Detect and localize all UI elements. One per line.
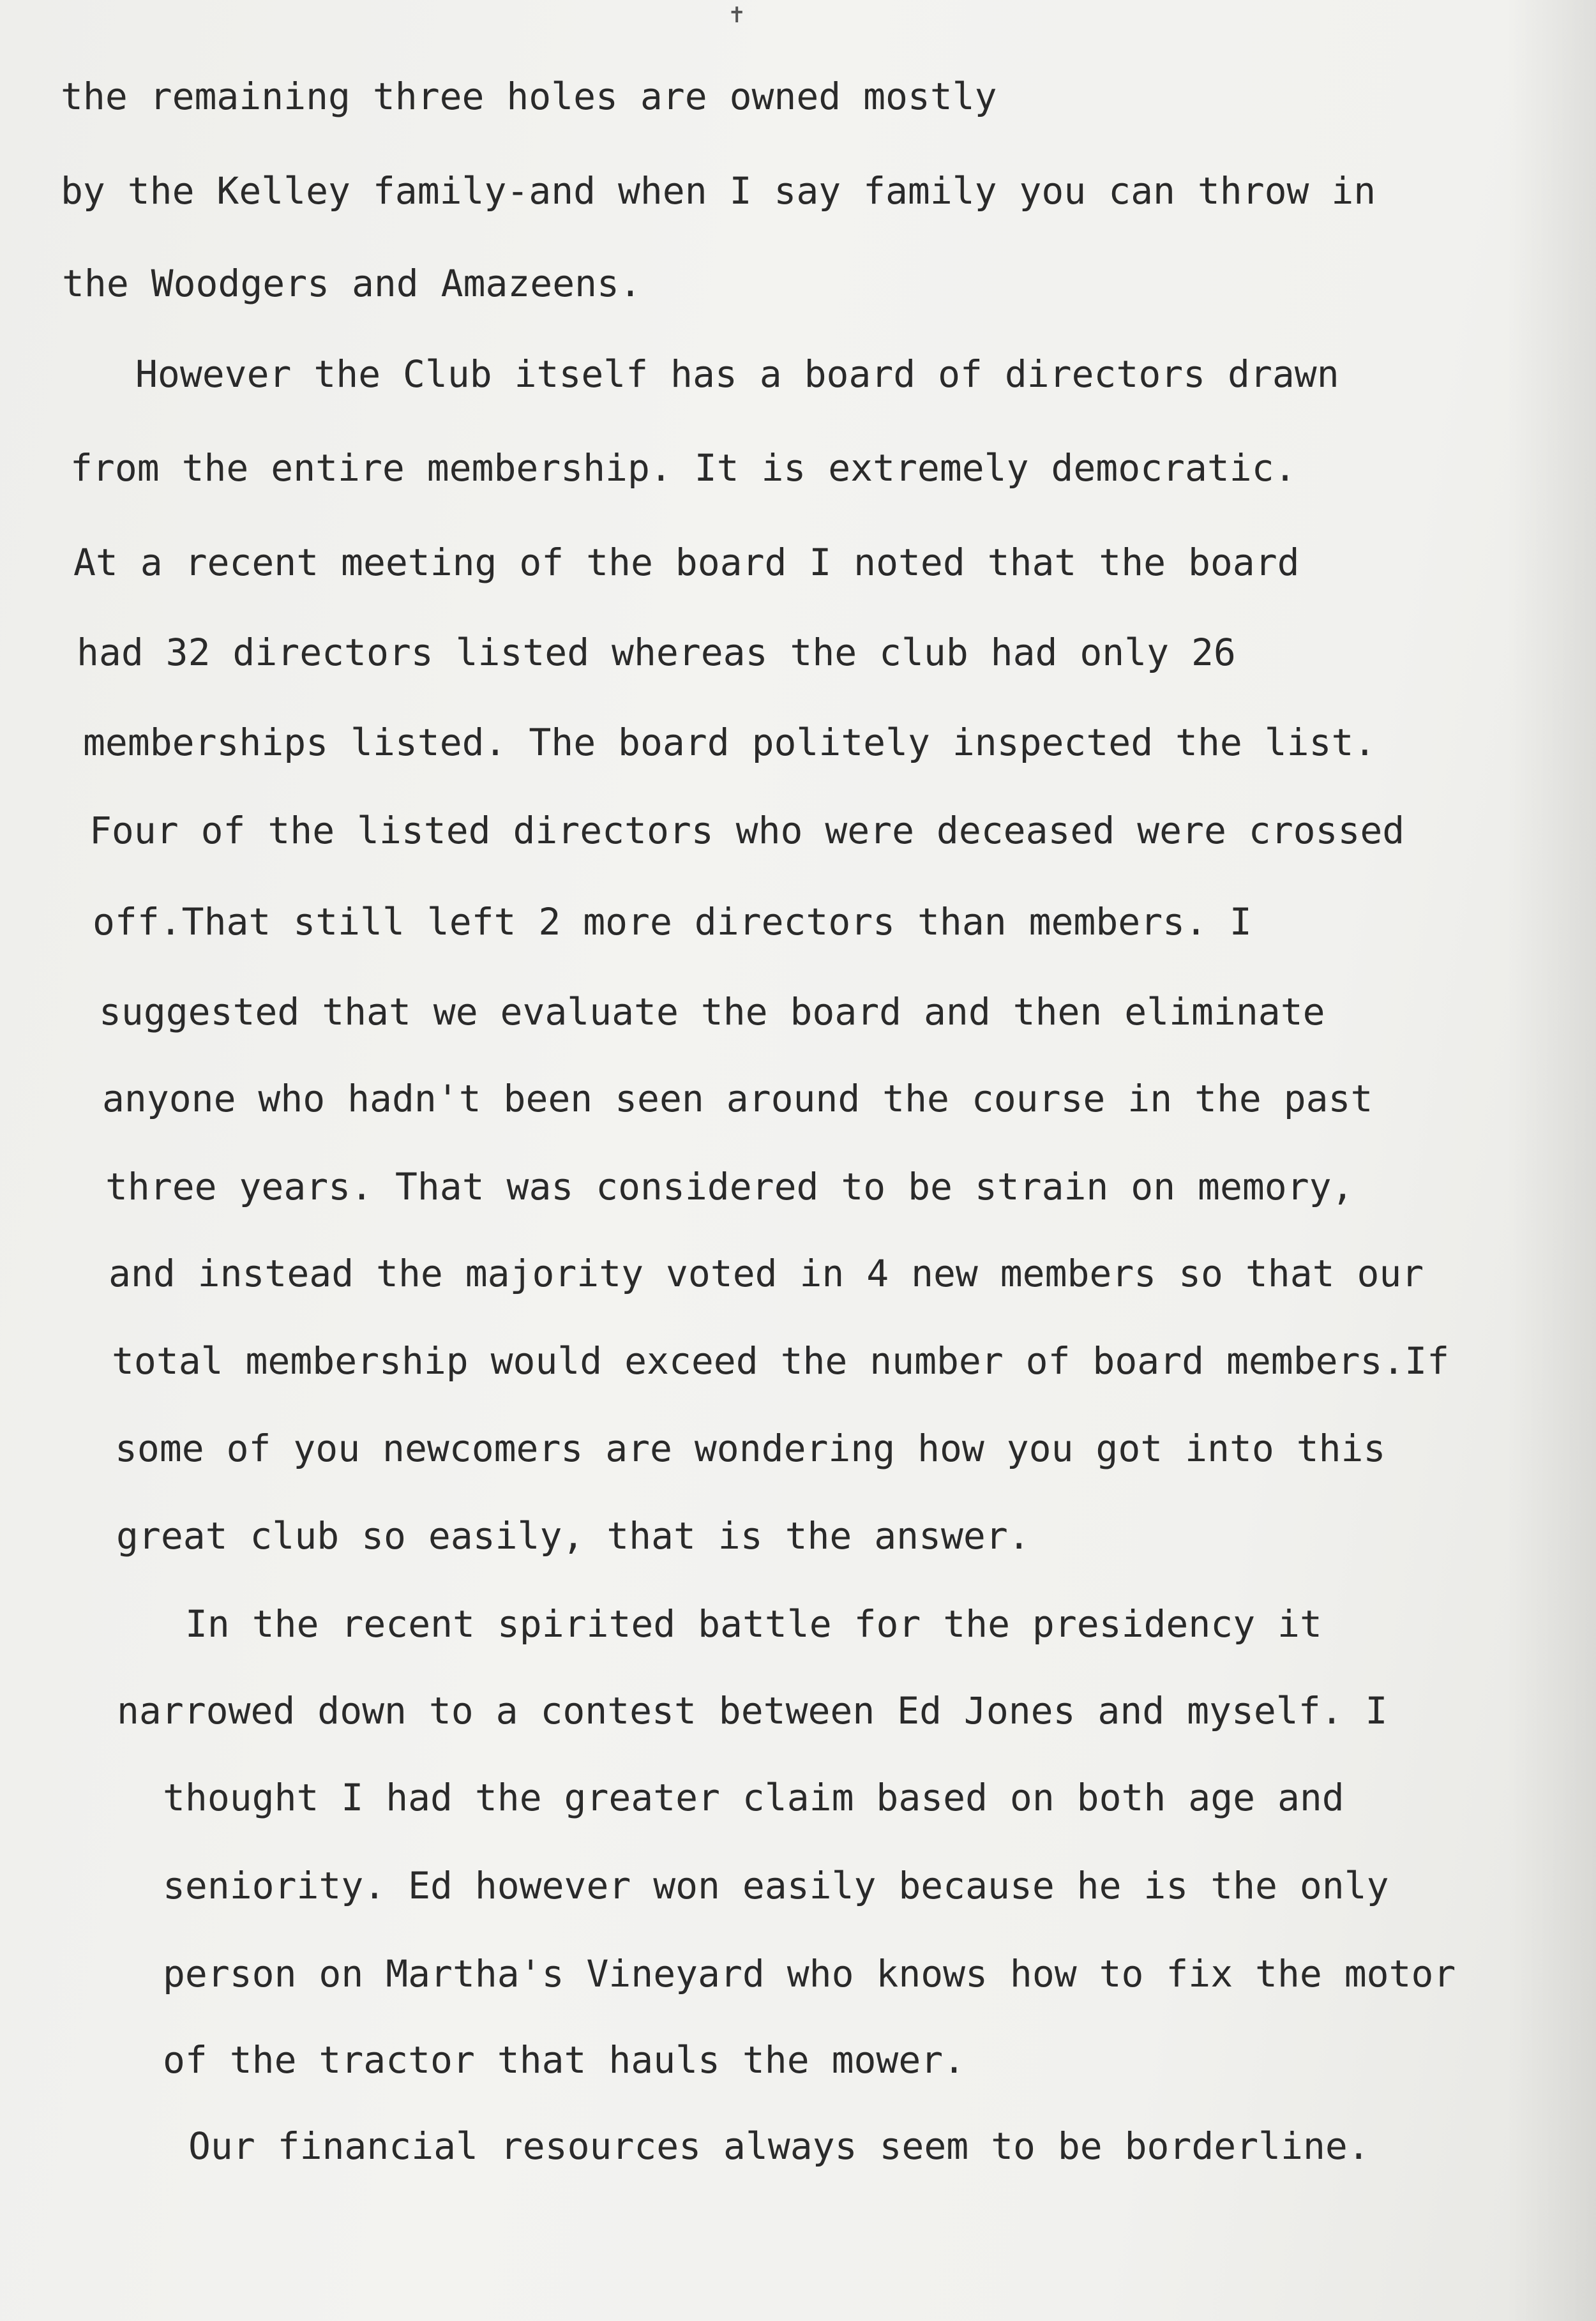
pencil-mark-icon: ✝ xyxy=(728,3,746,28)
text-line: suggested that we evaluate the board and then eliminate xyxy=(99,990,1325,1033)
text-line: In the recent spirited battle for the presidency it xyxy=(185,1602,1322,1646)
text-line: off.That still left 2 more directors than members. I xyxy=(93,900,1252,943)
text-line: of the tractor that hauls the mower. xyxy=(163,2038,966,2082)
text-line: Four of the listed directors who were deceased were crossed xyxy=(89,809,1405,852)
text-line: Our financial resources always seem to be borderline. xyxy=(188,2124,1370,2168)
text-line: person on Martha's Vineyard who knows how to fix the motor xyxy=(163,1952,1456,1995)
text-line: had 32 directors listed whereas the club had only 26 xyxy=(77,631,1236,674)
text-line: total membership would exceed the number of board members.If xyxy=(112,1339,1450,1383)
text-line: from the entire membership. It is extremely democratic. xyxy=(70,446,1297,490)
text-line: However the Club itself has a board of directors drawn xyxy=(135,352,1339,396)
text-line: anyone who hadn't been seen around the course in the past xyxy=(102,1077,1373,1120)
text-line: memberships listed. The board politely inspected the list. xyxy=(83,721,1376,764)
text-line: narrowed down to a contest between Ed Jones and myself. I xyxy=(117,1689,1388,1732)
text-line: the remaining three holes are owned mostly xyxy=(61,75,997,118)
text-line: great club so easily, that is the answer. xyxy=(116,1514,1030,1558)
text-line: the Woodgers and Amazeens. xyxy=(62,262,642,305)
text-line: by the Kelley family-and when I say family you can throw in xyxy=(61,169,1376,213)
text-line: At a recent meeting of the board I noted that the board xyxy=(73,541,1300,584)
text-line: three years. That was considered to be strain on memory, xyxy=(105,1165,1354,1208)
text-line: thought I had the greater claim based on both age and xyxy=(163,1776,1344,1819)
text-line: seniority. Ed however won easily because he is the only xyxy=(163,1864,1389,1907)
text-line: and instead the majority voted in 4 new members so that our xyxy=(109,1252,1424,1295)
text-line: some of you newcomers are wondering how you got into this xyxy=(115,1427,1386,1470)
